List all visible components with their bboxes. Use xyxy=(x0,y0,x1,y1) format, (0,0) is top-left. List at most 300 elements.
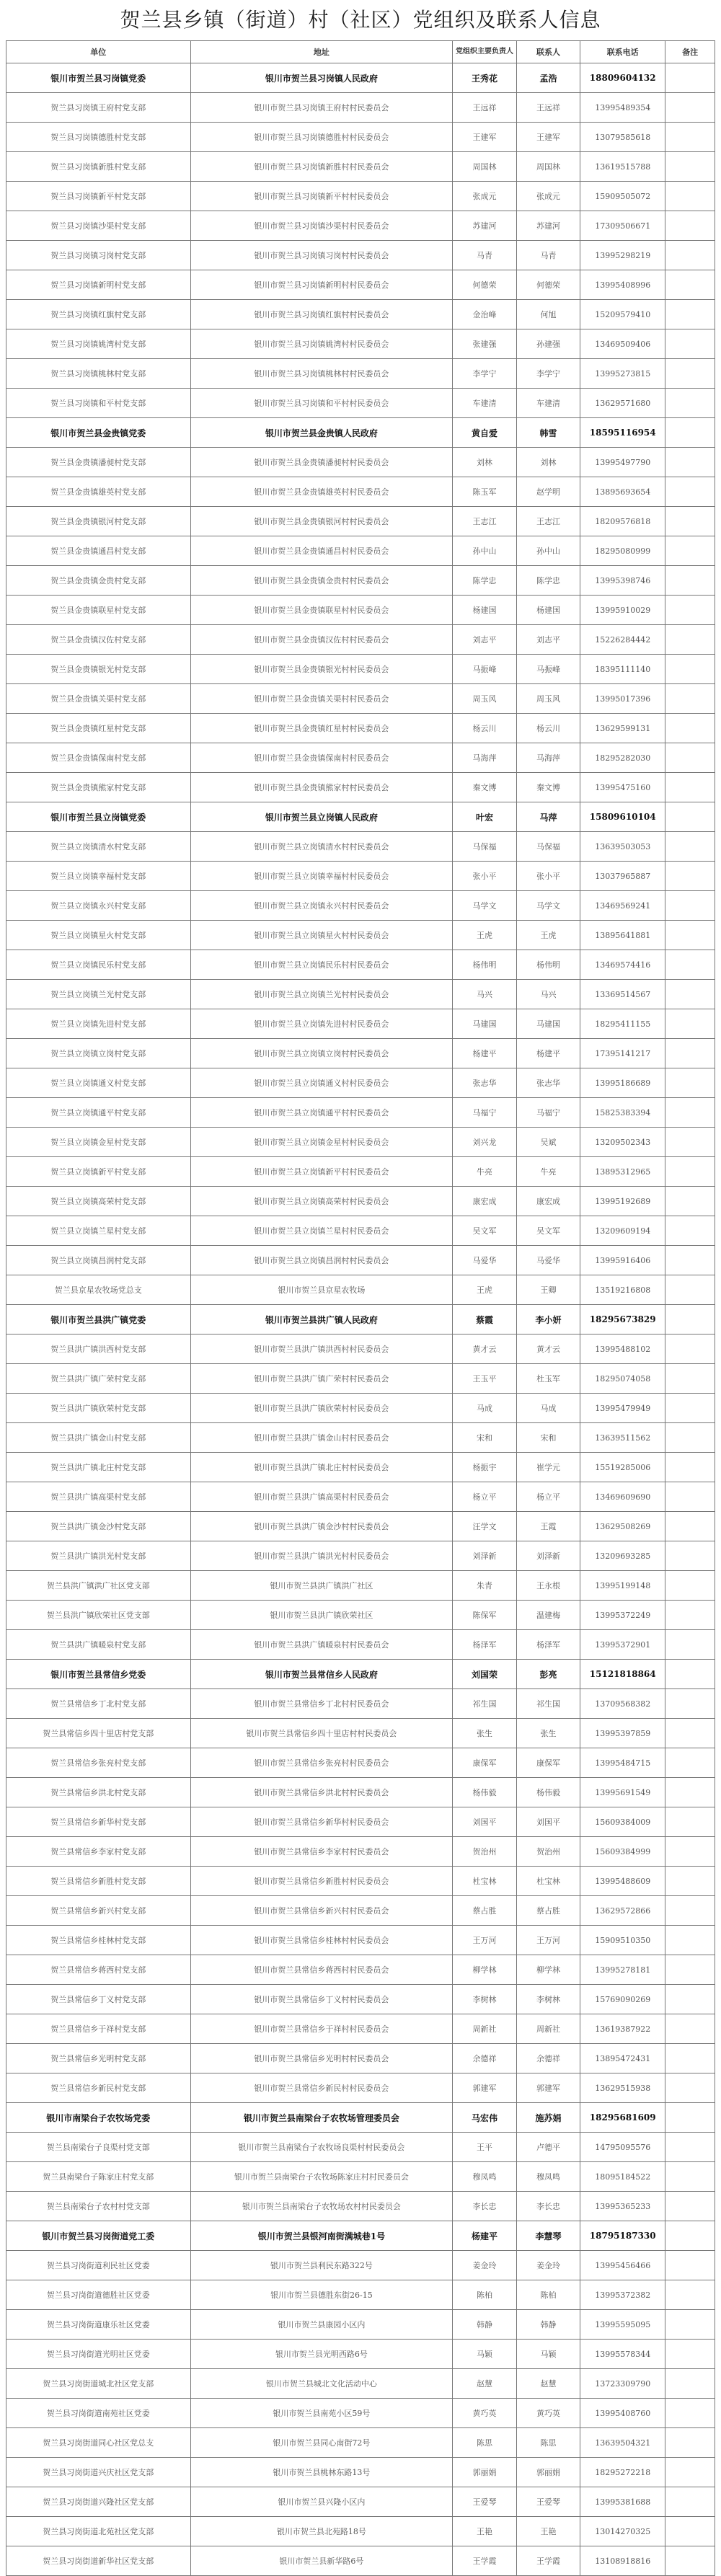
cell-responsible: 何德荣 xyxy=(453,270,516,300)
table-row xyxy=(6,1748,715,1778)
cell-note xyxy=(665,329,715,359)
cell-address: 银川市贺兰县金贵镇通昌村村民委员会 xyxy=(190,536,453,566)
header-responsible: 党组织主要负责人 xyxy=(453,41,516,63)
table-row xyxy=(6,2162,715,2192)
cell-address: 银川市贺兰县桃林东路13号 xyxy=(190,2458,453,2487)
cell-note xyxy=(665,152,715,182)
cell-unit: 贺兰县南梁台子陈家庄村党支部 xyxy=(6,2162,191,2192)
cell-note xyxy=(665,1601,715,1630)
table-row xyxy=(6,1335,715,1364)
cell-responsible: 刘林 xyxy=(453,448,516,477)
cell-address: 银川市贺兰县南梁台子农牧场管理委员会 xyxy=(190,2103,453,2133)
cell-phone: 13995365233 xyxy=(580,2192,665,2221)
table-row xyxy=(6,2310,715,2340)
cell-unit: 贺兰县立岗镇永兴村党支部 xyxy=(6,891,191,921)
table-row xyxy=(6,2192,715,2221)
cell-contact: 牛亮 xyxy=(516,1157,580,1187)
cell-note xyxy=(665,2517,715,2546)
cell-responsible: 穆凤鸣 xyxy=(453,2162,516,2192)
cell-phone: 13629571680 xyxy=(580,389,665,418)
cell-contact: 杨建国 xyxy=(516,596,580,625)
cell-responsible: 王远祥 xyxy=(453,93,516,123)
cell-address: 银川市贺兰县洪广镇欣荣社区 xyxy=(190,1601,453,1630)
table-row xyxy=(6,1098,715,1128)
cell-phone: 13895641881 xyxy=(580,921,665,950)
cell-contact: 黄才云 xyxy=(516,1335,580,1364)
cell-phone: 13995595095 xyxy=(580,2310,665,2340)
cell-address: 银川市贺兰县常信乡新华村村民委员会 xyxy=(190,1807,453,1837)
table-row xyxy=(6,507,715,536)
cell-responsible: 郭丽娟 xyxy=(453,2458,516,2487)
cell-responsible: 杜宝林 xyxy=(453,1867,516,1896)
table-row xyxy=(6,182,715,211)
cell-unit: 贺兰县习岗镇习岗村党支部 xyxy=(6,241,191,270)
cell-address: 银川市贺兰县立岗镇幸福村村民委员会 xyxy=(190,862,453,891)
cell-unit: 贺兰县立岗镇幸福村党支部 xyxy=(6,862,191,891)
cell-contact: 康宏成 xyxy=(516,1187,580,1216)
cell-unit: 贺兰县习岗镇新明村党支部 xyxy=(6,270,191,300)
cell-phone: 13895312965 xyxy=(580,1157,665,1187)
cell-contact: 周新社 xyxy=(516,2014,580,2044)
cell-unit: 贺兰县立岗镇星火村党支部 xyxy=(6,921,191,950)
cell-unit: 贺兰县立岗镇昌润村党支部 xyxy=(6,1246,191,1275)
cell-address: 银川市贺兰县南苑小区59号 xyxy=(190,2399,453,2428)
cell-note xyxy=(665,1187,715,1216)
cell-note xyxy=(665,1275,715,1305)
cell-phone: 13639504321 xyxy=(580,2428,665,2458)
cell-responsible: 马海萍 xyxy=(453,743,516,773)
cell-responsible: 刘志平 xyxy=(453,625,516,655)
cell-responsible: 黄才云 xyxy=(453,1335,516,1364)
cell-unit: 贺兰县立岗镇兰星村党支部 xyxy=(6,1216,191,1246)
cell-phone: 18295272218 xyxy=(580,2458,665,2487)
cell-contact: 郭建军 xyxy=(516,2073,580,2103)
cell-phone: 15209579410 xyxy=(580,300,665,329)
cell-note xyxy=(665,2369,715,2399)
cell-responsible: 陈思 xyxy=(453,2428,516,2458)
cell-contact: 李学宁 xyxy=(516,359,580,389)
cell-contact: 马颖 xyxy=(516,2340,580,2369)
cell-unit: 贺兰县习岗镇新胜村党支部 xyxy=(6,152,191,182)
cell-note xyxy=(665,950,715,980)
cell-unit: 银川市贺兰县立岗镇党委 xyxy=(6,802,191,832)
table-row-town xyxy=(6,2103,715,2133)
cell-responsible: 张小平 xyxy=(453,862,516,891)
cell-responsible: 马青 xyxy=(453,241,516,270)
cell-contact: 陈思 xyxy=(516,2428,580,2458)
cell-phone: 13995273815 xyxy=(580,359,665,389)
cell-unit: 贺兰县习岗镇姚湾村党支部 xyxy=(6,329,191,359)
cell-phone: 13995916406 xyxy=(580,1246,665,1275)
cell-phone: 13209502343 xyxy=(580,1128,665,1157)
cell-unit: 贺兰县立岗镇兰光村党支部 xyxy=(6,980,191,1009)
cell-address: 银川市贺兰县洪广镇欣荣村村民委员会 xyxy=(190,1394,453,1423)
cell-note xyxy=(665,2280,715,2310)
table-row xyxy=(6,1216,715,1246)
cell-unit: 贺兰县习岗街道北苑社区党支部 xyxy=(6,2517,191,2546)
cell-address: 银川市贺兰县洪广镇广荣村村民委员会 xyxy=(190,1364,453,1394)
table-header-row xyxy=(6,41,715,63)
cell-phone: 13995910029 xyxy=(580,596,665,625)
cell-phone: 13209693285 xyxy=(580,1541,665,1571)
cell-responsible: 马兴 xyxy=(453,980,516,1009)
cell-unit: 贺兰县立岗镇先进村党支部 xyxy=(6,1009,191,1039)
cell-address: 银川市贺兰县立岗镇通平村村民委员会 xyxy=(190,1098,453,1128)
cell-note xyxy=(665,1364,715,1394)
cell-responsible: 秦文博 xyxy=(453,773,516,802)
cell-unit: 贺兰县习岗街道康乐社区党委 xyxy=(6,2310,191,2340)
cell-responsible: 马保福 xyxy=(453,832,516,862)
cell-phone: 13079585618 xyxy=(580,123,665,152)
cell-address: 银川市贺兰县习岗镇王府村村民委员会 xyxy=(190,93,453,123)
cell-address: 银川市贺兰县城北文化活动中心 xyxy=(190,2369,453,2399)
cell-contact: 赵慧 xyxy=(516,2369,580,2399)
cell-address: 银川市贺兰县金贵镇雄英村村民委员会 xyxy=(190,477,453,507)
cell-address: 银川市贺兰县习岗镇红旗村村民委员会 xyxy=(190,300,453,329)
cell-note xyxy=(665,241,715,270)
table-row xyxy=(6,2073,715,2103)
cell-note xyxy=(665,1068,715,1098)
cell-phone: 13629508269 xyxy=(580,1512,665,1541)
cell-address: 银川市贺兰县习岗镇德胜村村民委员会 xyxy=(190,123,453,152)
cell-responsible: 马振峰 xyxy=(453,655,516,684)
cell-note xyxy=(665,2546,715,2576)
cell-contact: 马兴 xyxy=(516,980,580,1009)
cell-contact: 王艳 xyxy=(516,2517,580,2546)
cell-contact: 马萍 xyxy=(516,802,580,832)
cell-contact: 马保福 xyxy=(516,832,580,862)
cell-phone: 13995372249 xyxy=(580,1601,665,1630)
cell-unit: 银川市贺兰县常信乡党委 xyxy=(6,1660,191,1689)
cell-phone: 13995186689 xyxy=(580,1068,665,1098)
table-row xyxy=(6,329,715,359)
cell-address: 银川市贺兰县常信乡张亮村村民委员会 xyxy=(190,1748,453,1778)
cell-note xyxy=(665,2399,715,2428)
cell-note xyxy=(665,1689,715,1719)
table-row xyxy=(6,2399,715,2428)
cell-note xyxy=(665,2103,715,2133)
cell-responsible: 贺治州 xyxy=(453,1837,516,1867)
cell-note xyxy=(665,448,715,477)
cell-unit: 银川市贺兰县洪广镇党委 xyxy=(6,1305,191,1335)
cell-responsible: 蔡霞 xyxy=(453,1305,516,1335)
cell-unit: 贺兰县洪广镇金沙村党支部 xyxy=(6,1512,191,1541)
cell-phone: 15609384999 xyxy=(580,1837,665,1867)
cell-phone: 15909505072 xyxy=(580,182,665,211)
table-row xyxy=(6,1719,715,1748)
table-row xyxy=(6,123,715,152)
cell-phone: 15769090269 xyxy=(580,1985,665,2014)
cell-responsible: 车建清 xyxy=(453,389,516,418)
table-row xyxy=(6,1778,715,1807)
cell-note xyxy=(665,270,715,300)
table-row xyxy=(6,536,715,566)
cell-unit: 贺兰县习岗街道德胜社区党委 xyxy=(6,2280,191,2310)
cell-phone: 13995398746 xyxy=(580,566,665,596)
cell-address: 银川市贺兰县兴隆小区内 xyxy=(190,2487,453,2517)
cell-note xyxy=(665,2340,715,2369)
cell-address: 银川市贺兰县立岗镇先进村村民委员会 xyxy=(190,1009,453,1039)
cell-note xyxy=(665,1128,715,1157)
cell-responsible: 马福宁 xyxy=(453,1098,516,1128)
cell-address: 银川市贺兰县金贵镇关渠村村民委员会 xyxy=(190,684,453,714)
cell-responsible: 祁生国 xyxy=(453,1689,516,1719)
cell-unit: 贺兰县习岗街道兴庆社区党支部 xyxy=(6,2458,191,2487)
cell-contact: 秦文博 xyxy=(516,773,580,802)
table-row xyxy=(6,2251,715,2280)
cell-responsible: 杨振宇 xyxy=(453,1453,516,1482)
cell-note xyxy=(665,1807,715,1837)
table-row xyxy=(6,566,715,596)
cell-contact: 张志华 xyxy=(516,1068,580,1098)
cell-note xyxy=(665,2192,715,2221)
cell-note xyxy=(665,1394,715,1423)
cell-address: 银川市贺兰县洪广镇金沙村村民委员会 xyxy=(190,1512,453,1541)
cell-phone: 18209576818 xyxy=(580,507,665,536)
cell-unit: 贺兰县立岗镇立岗村党支部 xyxy=(6,1039,191,1068)
cell-unit: 贺兰县习岗街道南苑社区党委 xyxy=(6,2399,191,2428)
cell-responsible: 李树林 xyxy=(453,1985,516,2014)
table-body xyxy=(6,63,715,2576)
cell-address: 银川市贺兰县常信乡新民村村民委员会 xyxy=(190,2073,453,2103)
table-row xyxy=(6,2546,715,2576)
cell-note xyxy=(665,2487,715,2517)
cell-phone: 13469569241 xyxy=(580,891,665,921)
table-row xyxy=(6,773,715,802)
cell-contact: 马海萍 xyxy=(516,743,580,773)
cell-note xyxy=(665,1216,715,1246)
cell-responsible: 杨伟明 xyxy=(453,950,516,980)
cell-phone: 13995192689 xyxy=(580,1187,665,1216)
cell-contact: 吴文军 xyxy=(516,1216,580,1246)
cell-responsible: 王建军 xyxy=(453,123,516,152)
cell-responsible: 杨建国 xyxy=(453,596,516,625)
cell-phone: 18595116954 xyxy=(580,418,665,448)
cell-unit: 贺兰县立岗镇金星村党支部 xyxy=(6,1128,191,1157)
table-row xyxy=(6,1039,715,1068)
cell-responsible: 陈学忠 xyxy=(453,566,516,596)
table-row xyxy=(6,2340,715,2369)
cell-contact: 王建军 xyxy=(516,123,580,152)
cell-unit: 贺兰县金贵镇熊家村党支部 xyxy=(6,773,191,802)
cell-address: 银川市贺兰县洪广镇金山村村民委员会 xyxy=(190,1423,453,1453)
cell-unit: 贺兰县习岗镇沙渠村党支部 xyxy=(6,211,191,241)
cell-phone: 17395141217 xyxy=(580,1039,665,1068)
cell-address: 银川市贺兰县习岗镇习岗村村民委员会 xyxy=(190,241,453,270)
cell-address: 银川市贺兰县立岗镇星火村村民委员会 xyxy=(190,921,453,950)
cell-address: 银川市贺兰县光明西路6号 xyxy=(190,2340,453,2369)
cell-phone: 13619387922 xyxy=(580,2014,665,2044)
cell-responsible: 杨泽军 xyxy=(453,1630,516,1660)
cell-responsible: 杨云川 xyxy=(453,714,516,743)
table-row xyxy=(6,1689,715,1719)
header-address: 地址 xyxy=(190,41,453,63)
cell-phone: 13995497790 xyxy=(580,448,665,477)
table-row xyxy=(6,714,715,743)
cell-contact: 李长忠 xyxy=(516,2192,580,2221)
table-row xyxy=(6,2517,715,2546)
cell-contact: 张小平 xyxy=(516,862,580,891)
cell-note xyxy=(665,1926,715,1955)
cell-responsible: 韩静 xyxy=(453,2310,516,2340)
cell-phone: 18295282030 xyxy=(580,743,665,773)
table-row xyxy=(6,1630,715,1660)
cell-address: 银川市贺兰县立岗镇金星村村民委员会 xyxy=(190,1128,453,1157)
cell-note xyxy=(665,1660,715,1689)
cell-responsible: 杨伟毅 xyxy=(453,1778,516,1807)
cell-contact: 杨伟毅 xyxy=(516,1778,580,1807)
cell-responsible: 郭建军 xyxy=(453,2073,516,2103)
cell-address: 银川市贺兰县常信乡四十里店村村民委员会 xyxy=(190,1719,453,1748)
cell-note xyxy=(665,2458,715,2487)
cell-address: 银川市贺兰县南梁台子农牧场良渠村村民委员会 xyxy=(190,2133,453,2162)
cell-contact: 杜玉军 xyxy=(516,1364,580,1394)
cell-address: 银川市贺兰县南梁台子农牧场农村村民委员会 xyxy=(190,2192,453,2221)
table-row xyxy=(6,1453,715,1482)
cell-contact: 王爱琴 xyxy=(516,2487,580,2517)
cell-phone: 15909510350 xyxy=(580,1926,665,1955)
cell-responsible: 张成元 xyxy=(453,182,516,211)
table-row xyxy=(6,980,715,1009)
cell-responsible: 张建强 xyxy=(453,329,516,359)
table-row xyxy=(6,1955,715,1985)
cell-responsible: 苏建河 xyxy=(453,211,516,241)
table-row xyxy=(6,1896,715,1926)
cell-phone: 13995475160 xyxy=(580,773,665,802)
table-row xyxy=(6,1541,715,1571)
cell-address: 银川市贺兰县立岗镇通义村村民委员会 xyxy=(190,1068,453,1098)
table-row xyxy=(6,241,715,270)
cell-unit: 贺兰县习岗镇桃林村党支部 xyxy=(6,359,191,389)
cell-responsible: 马颖 xyxy=(453,2340,516,2369)
cell-note xyxy=(665,2428,715,2458)
cell-address: 银川市贺兰县习岗镇人民政府 xyxy=(190,63,453,93)
cell-address: 银川市贺兰县立岗镇清水村村民委员会 xyxy=(190,832,453,862)
cell-unit: 贺兰县金贵镇通昌村党支部 xyxy=(6,536,191,566)
cell-unit: 贺兰县金贵镇联星村党支部 xyxy=(6,596,191,625)
cell-address: 银川市贺兰县洪广镇高渠村村民委员会 xyxy=(190,1482,453,1512)
table-row xyxy=(6,2280,715,2310)
cell-address: 银川市贺兰县立岗镇立岗村村民委员会 xyxy=(190,1039,453,1068)
cell-phone: 13995484715 xyxy=(580,1748,665,1778)
cell-responsible: 周新社 xyxy=(453,2014,516,2044)
table-row-town xyxy=(6,1660,715,1689)
cell-address: 银川市贺兰县金贵镇银光村村民委员会 xyxy=(190,655,453,684)
cell-unit: 贺兰县常信乡洪北村党支部 xyxy=(6,1778,191,1807)
cell-phone: 13995488609 xyxy=(580,1867,665,1896)
table-row xyxy=(6,891,715,921)
cell-responsible: 黄巧英 xyxy=(453,2399,516,2428)
cell-note xyxy=(665,507,715,536)
table-row xyxy=(6,1187,715,1216)
cell-unit: 贺兰县南梁台子良渠村党支部 xyxy=(6,2133,191,2162)
cell-responsible: 王虎 xyxy=(453,921,516,950)
cell-responsible: 康保军 xyxy=(453,1748,516,1778)
cell-contact: 杨伟明 xyxy=(516,950,580,980)
cell-unit: 贺兰县常信乡李家村党支部 xyxy=(6,1837,191,1867)
cell-unit: 贺兰县金贵镇金贵村党支部 xyxy=(6,566,191,596)
cell-phone: 18095184522 xyxy=(580,2162,665,2192)
table-row xyxy=(6,1571,715,1601)
cell-address: 银川市贺兰县洪广镇北庄村村民委员会 xyxy=(190,1453,453,1482)
cell-address: 银川市贺兰县洪广镇洪广社区 xyxy=(190,1571,453,1601)
cell-address: 银川市贺兰县常信乡新胜村村民委员会 xyxy=(190,1867,453,1896)
cell-phone: 13995278181 xyxy=(580,1955,665,1985)
cell-unit: 贺兰县习岗镇德胜村党支部 xyxy=(6,123,191,152)
cell-note xyxy=(665,1512,715,1541)
cell-unit: 贺兰县习岗街道光明社区党委 xyxy=(6,2340,191,2369)
cell-address: 银川市贺兰县立岗镇兰光村村民委员会 xyxy=(190,980,453,1009)
cell-responsible: 周国林 xyxy=(453,152,516,182)
cell-phone: 13709568382 xyxy=(580,1689,665,1719)
cell-unit: 贺兰县金贵镇保南村党支部 xyxy=(6,743,191,773)
cell-responsible: 周玉风 xyxy=(453,684,516,714)
cell-responsible: 刘泽新 xyxy=(453,1541,516,1571)
table-row xyxy=(6,359,715,389)
cell-address: 银川市贺兰县立岗镇兰星村村民委员会 xyxy=(190,1216,453,1246)
cell-note xyxy=(665,1630,715,1660)
cell-responsible: 刘兴龙 xyxy=(453,1128,516,1157)
table-row xyxy=(6,1157,715,1187)
cell-address: 银川市贺兰县常信乡新兴村村民委员会 xyxy=(190,1896,453,1926)
cell-phone: 13469574416 xyxy=(580,950,665,980)
cell-unit: 贺兰县金贵镇汉佐村党支部 xyxy=(6,625,191,655)
cell-phone: 18295681609 xyxy=(580,2103,665,2133)
cell-phone: 13639503053 xyxy=(580,832,665,862)
cell-responsible: 马学文 xyxy=(453,891,516,921)
cell-address: 银川市贺兰县常信乡李家村村民委员会 xyxy=(190,1837,453,1867)
cell-note xyxy=(665,921,715,950)
contact-table xyxy=(6,40,715,2576)
cell-responsible: 赵慧 xyxy=(453,2369,516,2399)
header-unit: 单位 xyxy=(6,41,191,63)
cell-phone: 13995199148 xyxy=(580,1571,665,1601)
cell-contact: 崔学元 xyxy=(516,1453,580,1482)
cell-contact: 杨泽军 xyxy=(516,1630,580,1660)
cell-address: 银川市贺兰县立岗镇新平村村民委员会 xyxy=(190,1157,453,1187)
table-row xyxy=(6,832,715,862)
table-row xyxy=(6,2133,715,2162)
cell-phone: 13995488102 xyxy=(580,1335,665,1364)
cell-note xyxy=(665,2310,715,2340)
cell-contact: 何旭 xyxy=(516,300,580,329)
cell-address: 银川市贺兰县常信乡蒋西村村民委员会 xyxy=(190,1955,453,1985)
cell-unit: 贺兰县常信乡丁义村党支部 xyxy=(6,1985,191,2014)
header-note: 备注 xyxy=(665,41,715,63)
table-row xyxy=(6,862,715,891)
cell-contact: 姜金玲 xyxy=(516,2251,580,2280)
cell-phone: 13369514567 xyxy=(580,980,665,1009)
table-row xyxy=(6,2369,715,2399)
cell-responsible: 康宏成 xyxy=(453,1187,516,1216)
cell-contact: 苏建河 xyxy=(516,211,580,241)
cell-phone: 18295673829 xyxy=(580,1305,665,1335)
cell-responsible: 杨立平 xyxy=(453,1482,516,1512)
cell-contact: 穆凤鸣 xyxy=(516,2162,580,2192)
cell-note xyxy=(665,300,715,329)
cell-address: 银川市贺兰县北苑路18号 xyxy=(190,2517,453,2546)
table-row xyxy=(6,1246,715,1275)
cell-unit: 贺兰县习岗街道新华社区党支部 xyxy=(6,2546,191,2576)
cell-contact: 杨云川 xyxy=(516,714,580,743)
cell-note xyxy=(665,2044,715,2073)
cell-address: 银川市贺兰县习岗镇新明村村民委员会 xyxy=(190,270,453,300)
cell-address: 银川市贺兰县康园小区内 xyxy=(190,2310,453,2340)
table-row xyxy=(6,270,715,300)
cell-contact: 杨立平 xyxy=(516,1482,580,1512)
cell-contact: 马学文 xyxy=(516,891,580,921)
table-row xyxy=(6,2428,715,2458)
